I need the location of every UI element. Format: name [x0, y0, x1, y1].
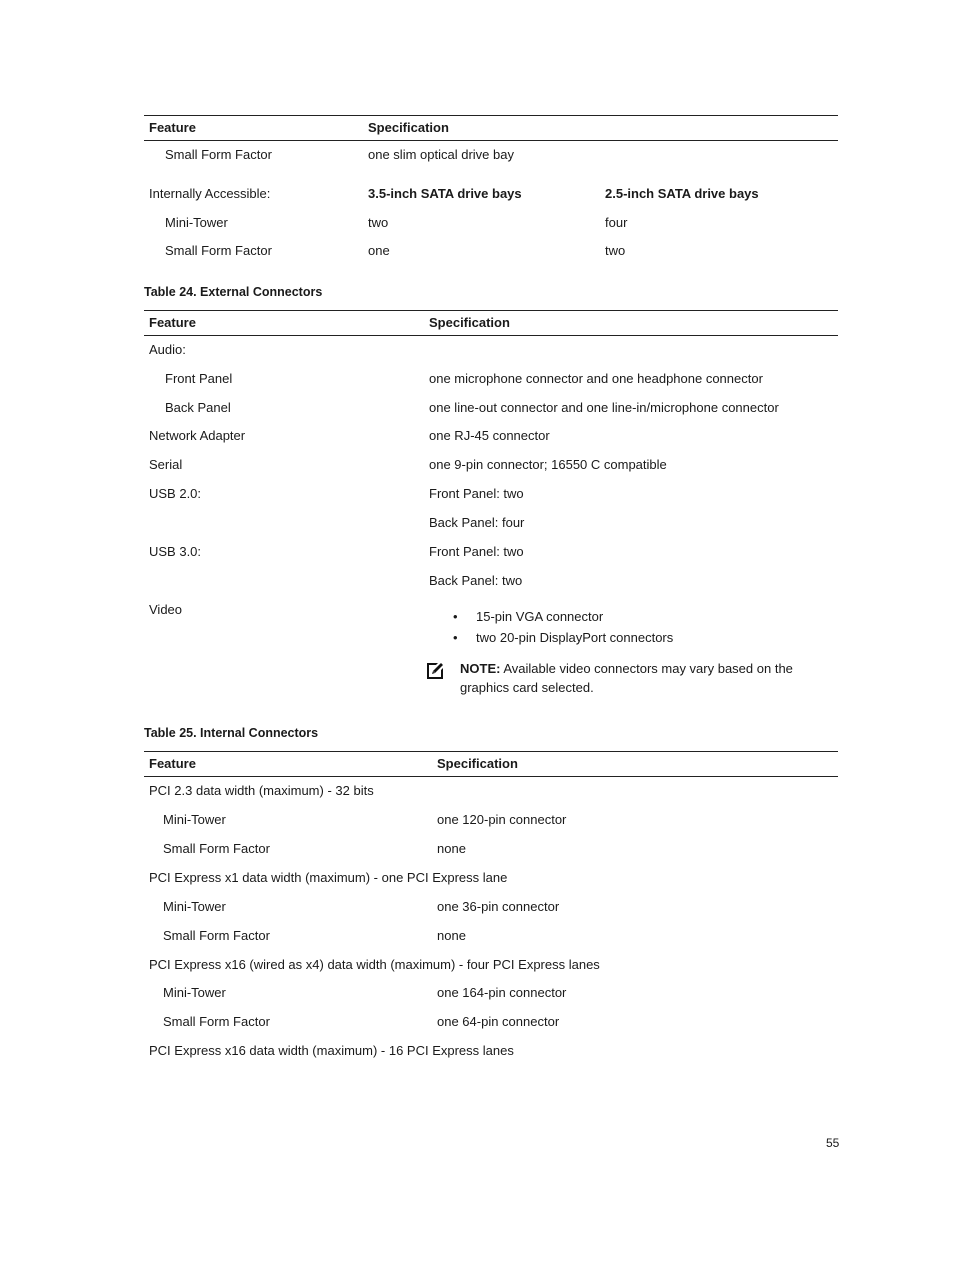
- note-text-line-1: [460, 661, 793, 677]
- table-header-feature: Feature: [149, 315, 196, 330]
- table-cell-spec: none: [437, 928, 466, 943]
- table-cell-spec: one microphone connector and one headphone connector: [429, 371, 763, 386]
- table-cell-feature: Small Form Factor: [165, 147, 272, 162]
- table-cell-feature: Serial: [149, 457, 183, 472]
- table-cell-feature: Mini-Tower: [163, 985, 226, 1000]
- sata-25-header: 2.5-inch SATA drive bays: [605, 186, 759, 201]
- table-cell-spec: none: [437, 841, 466, 856]
- table-25-top-rule: [144, 751, 838, 752]
- table-24-top-rule: [144, 310, 838, 311]
- table-cell-feature: PCI 2.3 data width (maximum) - 32 bits: [149, 783, 374, 798]
- table-cell-feature: PCI Express x16 data width (maximum) - 16 PCI Express lanes: [149, 1043, 514, 1058]
- bullet-dot: •: [453, 630, 458, 645]
- table-cell-feature: Mini-Tower: [163, 899, 226, 914]
- page-number: 55: [826, 1136, 840, 1150]
- table-cell-spec: two: [605, 243, 626, 258]
- video-bullet-item: 15-pin VGA connector: [476, 609, 604, 624]
- table-header-rule: [144, 335, 838, 336]
- table-header-specification: Specification: [437, 756, 518, 771]
- table-cell-spec: one 64-pin connector: [437, 1014, 560, 1029]
- table-cell-feature: PCI Express x16 (wired as x4) data width (maximum) - four PCI Express lanes: [149, 957, 600, 972]
- note-pencil-icon: [425, 661, 445, 681]
- table-cell-spec: one slim optical drive bay: [368, 147, 514, 162]
- table-header-rule: [144, 776, 838, 777]
- table-cell-feature: Back Panel: [165, 400, 231, 415]
- table-cell-spec: Back Panel: two: [429, 573, 523, 588]
- table-25-caption: Table 25. Internal Connectors: [144, 726, 319, 740]
- table-header-specification: Specification: [429, 315, 510, 330]
- sata-35-header: 3.5-inch SATA drive bays: [368, 186, 522, 201]
- note-label: NOTE:: [460, 661, 501, 676]
- table-cell-spec: two: [368, 215, 389, 230]
- table-cell-feature: Front Panel: [165, 371, 233, 386]
- table-header-feature: Feature: [149, 756, 196, 771]
- note-text-line-2: graphics card selected.: [460, 680, 594, 695]
- table-cell-spec: one 120-pin connector: [437, 812, 567, 827]
- table-cell-feature: Small Form Factor: [163, 1014, 270, 1029]
- table-cell-feature: Network Adapter: [149, 428, 246, 443]
- table-cell-spec: Front Panel: two: [429, 486, 524, 501]
- table-cell-spec: one RJ-45 connector: [429, 428, 550, 443]
- table-header-rule: [144, 140, 838, 141]
- table-cell-spec: four: [605, 215, 628, 230]
- table-cell-spec: one line-out connector and one line-in/microphone connector: [429, 400, 779, 415]
- bullet-dot: •: [453, 609, 458, 624]
- table-cell-feature: Mini-Tower: [163, 812, 226, 827]
- table-cell-spec: one 164-pin connector: [437, 985, 567, 1000]
- internally-accessible-label: Internally Accessible:: [149, 186, 271, 201]
- table-cell-spec: one 9-pin connector; 16550 C compatible: [429, 457, 667, 472]
- table-cell-spec: Back Panel: four: [429, 515, 525, 530]
- table-top-rule: [144, 115, 838, 116]
- table-cell-feature: USB 2.0:: [149, 486, 202, 501]
- table-cell-feature: Mini-Tower: [165, 215, 228, 230]
- table-cell-feature: Video: [149, 602, 183, 617]
- table-cell-feature: USB 3.0:: [149, 544, 202, 559]
- table-cell-feature: Small Form Factor: [163, 928, 270, 943]
- table-cell-feature: PCI Express x1 data width (maximum) - one PCI Express lane: [149, 870, 508, 885]
- table-header-specification: Specification: [368, 120, 449, 135]
- table-cell-spec: Front Panel: two: [429, 544, 524, 559]
- table-cell-feature: Small Form Factor: [163, 841, 270, 856]
- table-cell-feature: Small Form Factor: [165, 243, 272, 258]
- video-bullet-item: two 20-pin DisplayPort connectors: [476, 630, 674, 645]
- note-text: Available video connectors may vary based on the: [503, 661, 793, 676]
- table-24-caption: Table 24. External Connectors: [144, 285, 323, 299]
- table-header-feature: Feature: [149, 120, 196, 135]
- table-cell-feature: Audio:: [149, 342, 186, 357]
- table-cell-spec: one 36-pin connector: [437, 899, 560, 914]
- table-cell-spec: one: [368, 243, 390, 258]
